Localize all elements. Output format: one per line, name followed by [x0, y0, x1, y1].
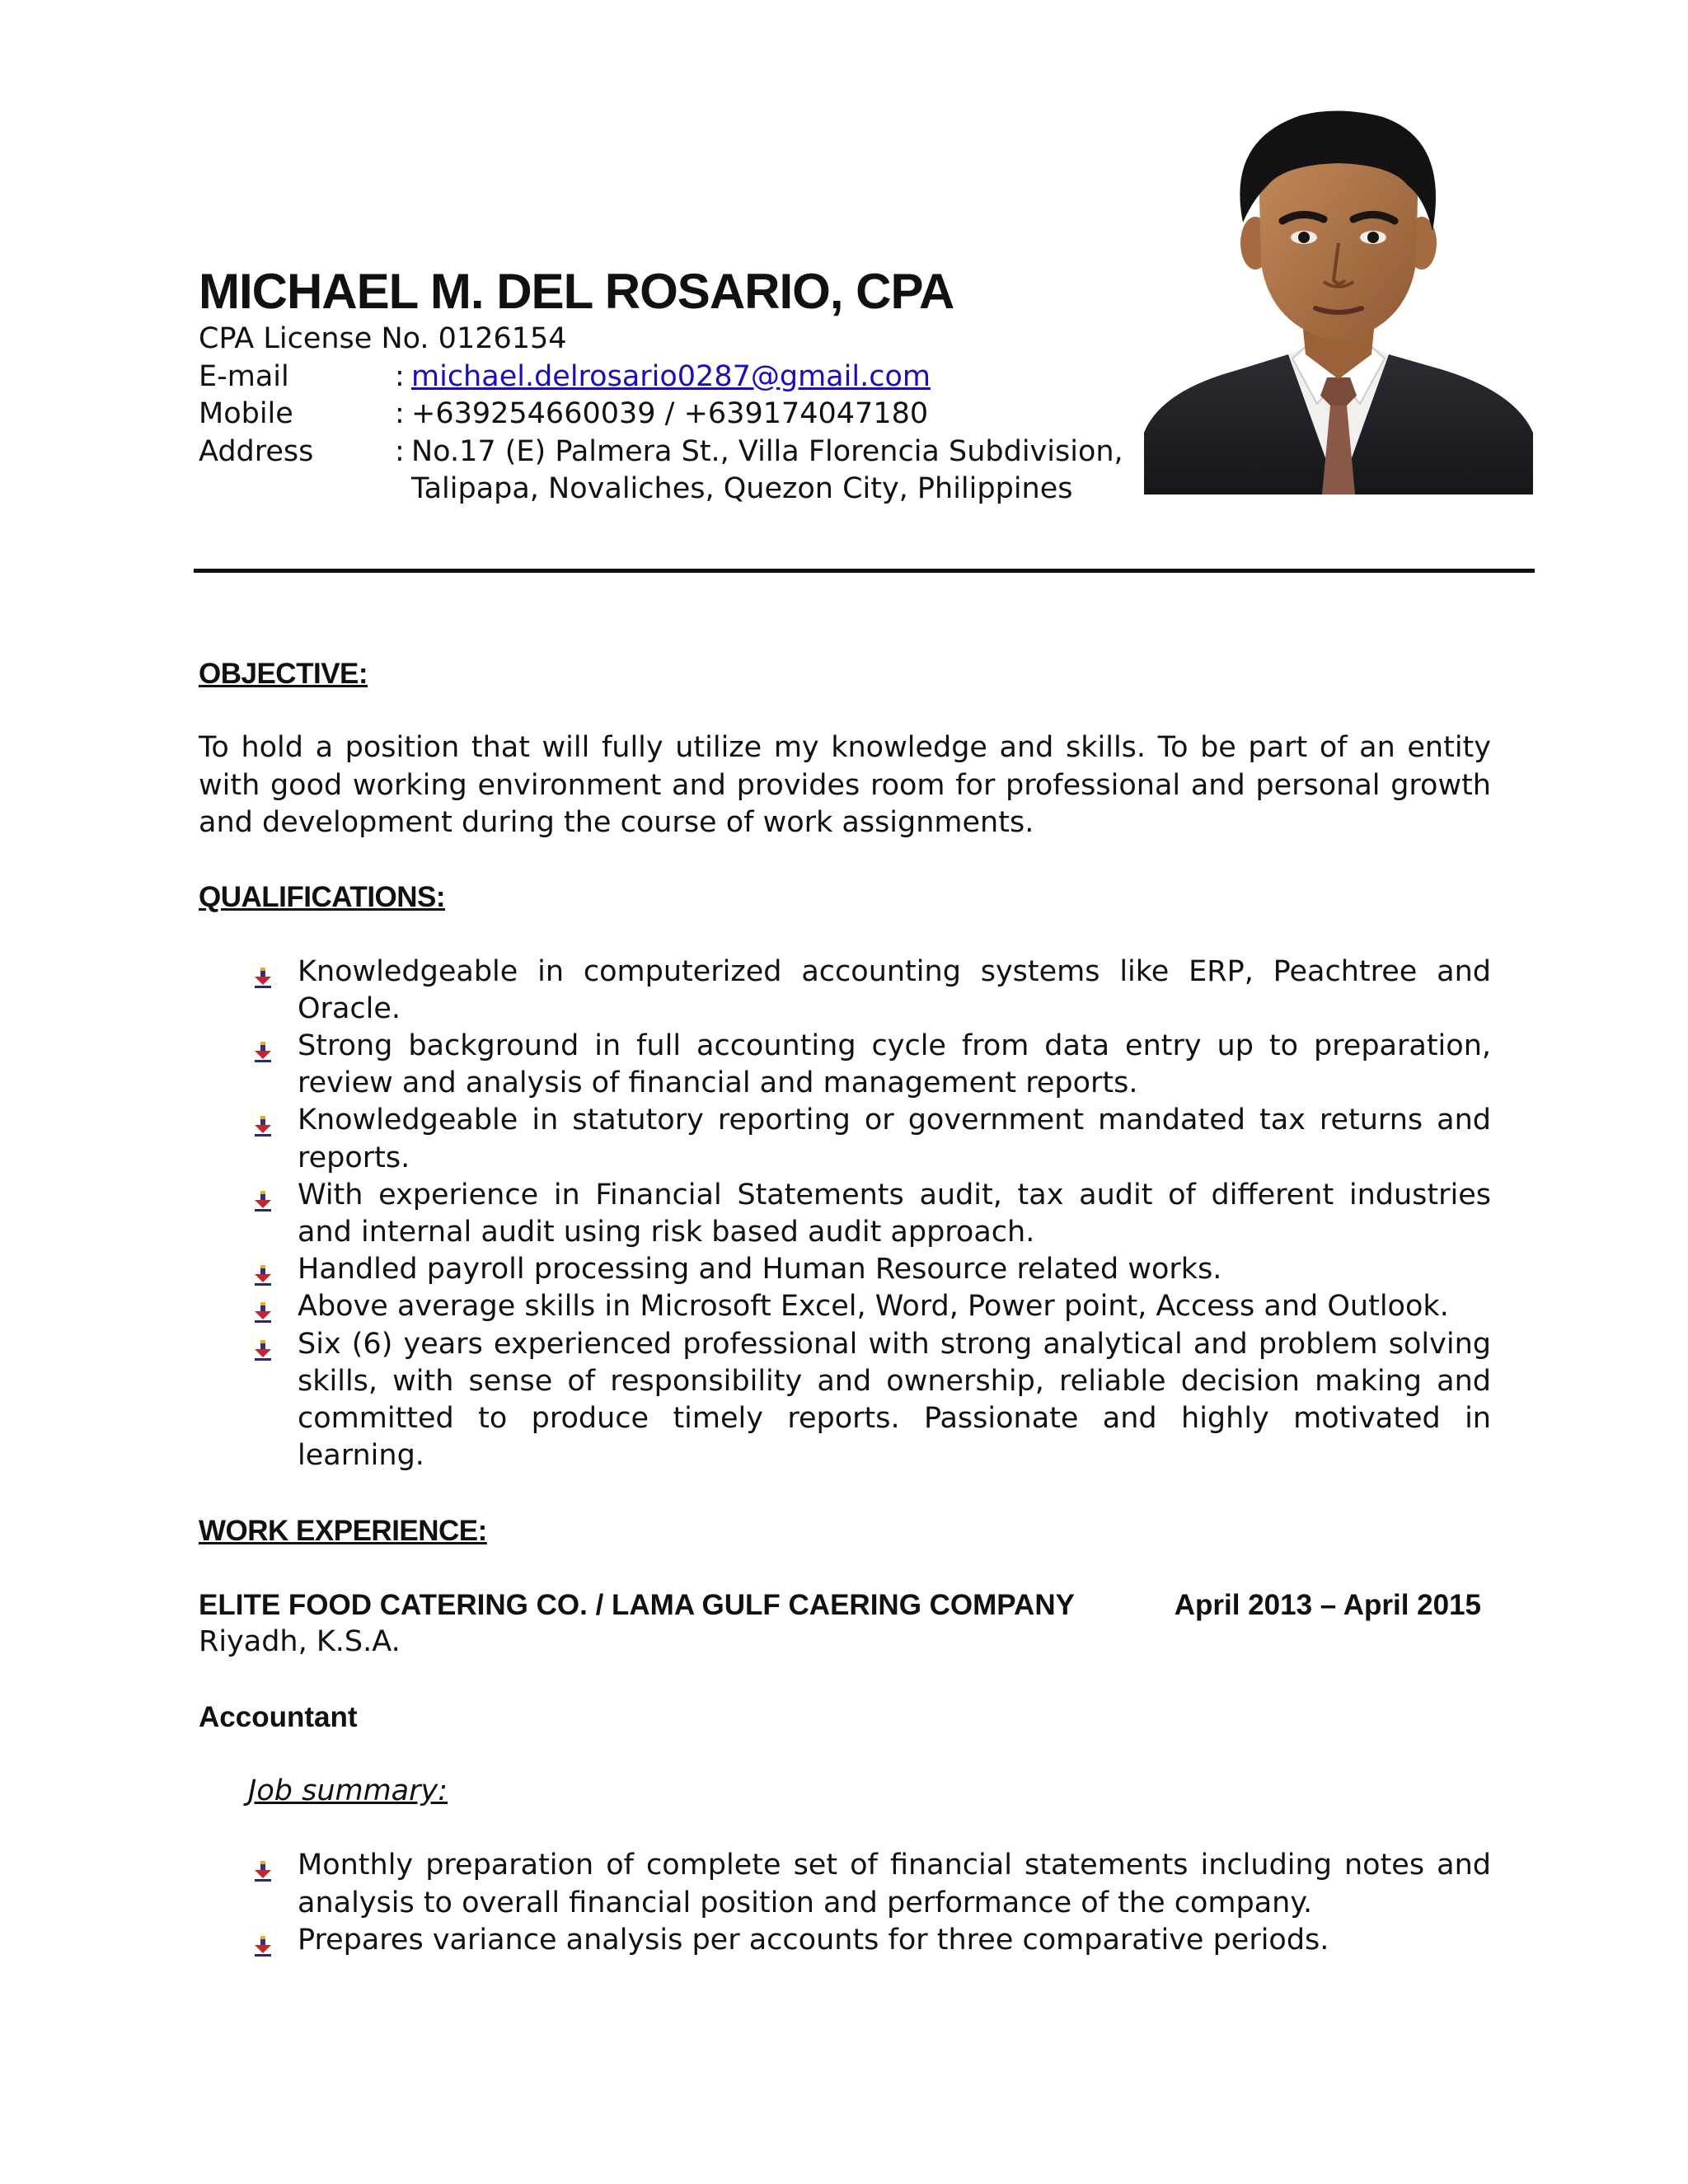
email-label: E-mail: [199, 359, 289, 393]
bullet-arrow-icon: [253, 961, 273, 982]
license-row: [199, 321, 1123, 359]
qualification-item: Knowledgeable in statutory reporting or government mandated tax returns and reports.: [298, 1102, 1491, 1176]
qualification-item: Strong background in full accounting cycle from data entry up to preparation, review and analysis of financial and management reports.: [298, 1028, 1491, 1102]
bullet-arrow-icon: [253, 1333, 273, 1355]
employment-period: April 2013 – April 2015: [1174, 1589, 1481, 1621]
license-number: CPA License No. 0126154: [199, 322, 567, 355]
job-duty-item: Prepares variance analysis per accounts for three comparative periods.: [298, 1922, 1491, 1959]
resume-body: [199, 655, 1491, 1959]
job-summary-list: [199, 1847, 1491, 1959]
company-name: ELITE FOOD CATERING CO. / LAMA GULF CAERING COMPANY: [199, 1589, 1075, 1621]
qualification-item: With experience in Financial Statements audit, tax audit of different industries and internal audit using risk based audit approach.: [298, 1177, 1491, 1251]
bullet-arrow-icon: [253, 1296, 273, 1317]
job-header: [199, 1586, 1491, 1624]
address-line-2: Talipapa, Novaliches, Quezon City, Philippines: [411, 472, 1073, 505]
email-row: [199, 359, 1123, 396]
header-divider: [194, 569, 1535, 573]
email-link[interactable]: michael.delrosario0287@gmail.com: [411, 359, 931, 393]
address-row: [199, 434, 1123, 471]
email-separator: :: [395, 359, 405, 393]
mobile-label: Mobile: [199, 397, 293, 430]
bullet-arrow-icon: [253, 1184, 273, 1206]
bullet-arrow-icon: [253, 1854, 273, 1876]
mobile-separator: :: [395, 397, 405, 430]
job-duty-item: Monthly preparation of complete set of financial statements including notes and analysis to overall financial position and performance of the company.: [298, 1847, 1491, 1921]
qualification-item: Handled payroll processing and Human Resource related works.: [298, 1251, 1491, 1288]
objective-heading: OBJECTIVE:: [199, 658, 368, 690]
qualification-item: Six (6) years experienced professional with strong analytical and problem solving skills, with sense of responsibility and ownership, reliable decision making and committed to produce timely reports. Passionate and highly motivated in learning.: [298, 1326, 1491, 1475]
qualifications-heading: QUALIFICATIONS:: [199, 881, 446, 914]
job-summary-label: Job summary:: [248, 1774, 448, 1807]
qualifications-list: [199, 954, 1491, 1475]
address-label: Address: [199, 434, 314, 468]
objective-text: To hold a position that will fully utilize my knowledge and skills. To be part of an entity with good working environment and provides room for professional and personal growth and development during the course of work assignments.: [199, 731, 1491, 839]
qualification-item: Above average skills in Microsoft Excel, Word, Power point, Access and Outlook.: [298, 1288, 1491, 1325]
mobile-row: [199, 396, 1123, 434]
address-line-1: No.17 (E) Palmera St., Villa Florencia Subdivision,: [411, 434, 1123, 468]
candidate-name: MICHAEL M. DEL ROSARIO, CPA: [199, 264, 954, 319]
bullet-arrow-icon: [253, 1258, 273, 1280]
bullet-arrow-icon: [253, 1109, 273, 1131]
bullet-arrow-icon: [253, 1035, 273, 1057]
bullet-arrow-icon: [253, 1929, 273, 1951]
qualification-item: Knowledgeable in computerized accounting systems like ERP, Peachtree and Oracle.: [298, 954, 1491, 1028]
job-position: Accountant: [199, 1700, 358, 1733]
mobile-numbers: +639254660039 / +639174047180: [411, 397, 929, 430]
address-separator: :: [395, 434, 405, 468]
contact-block: [199, 321, 1123, 509]
work-experience-heading: WORK EXPERIENCE:: [199, 1514, 487, 1547]
profile-photo: [1144, 107, 1533, 494]
address-row-continued: [199, 471, 1123, 509]
job-location: Riyadh, K.S.A.: [199, 1625, 401, 1659]
